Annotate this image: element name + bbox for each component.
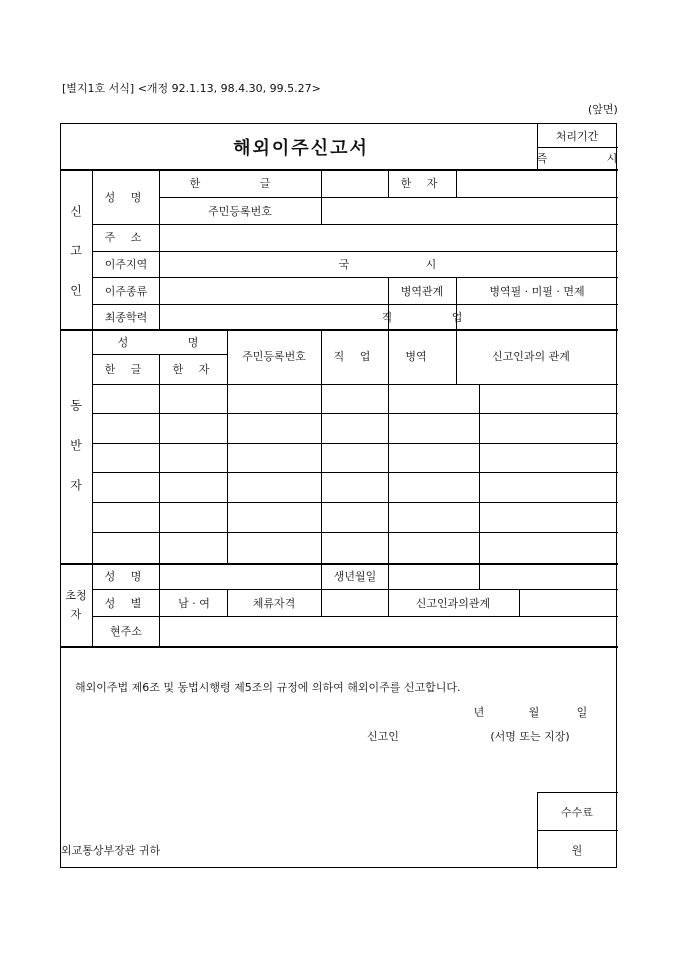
inviter-birth-label: 생년월일: [333, 570, 377, 583]
companion-row[interactable]: [93, 414, 617, 443]
applicant-resident-no-label: 주민등록번호: [208, 205, 272, 218]
applicant-occupation-input[interactable]: [457, 305, 617, 329]
military-service-options[interactable]: 병역필 · 미필 · 면제: [489, 285, 585, 298]
processing-period-value: 즉 시: [536, 152, 646, 165]
emigration-type-input[interactable]: [160, 278, 388, 304]
companion-row[interactable]: [93, 533, 617, 563]
applicant-occupation-label: 직 업: [381, 311, 491, 324]
inviter-section-label-1: 초청: [65, 589, 87, 602]
applicant-name-label: 성 명: [104, 191, 148, 204]
companion-row[interactable]: [93, 385, 617, 413]
addressee: 외교통상부장관 귀하: [61, 844, 161, 857]
applicant-hanja-input[interactable]: [457, 170, 617, 197]
applicant-section-char-1: 신: [70, 204, 82, 219]
companion-relation-label: 신고인과의 관계: [492, 350, 570, 363]
form-title: 해외이주신고서: [233, 138, 369, 159]
page-side-label: (앞면): [588, 103, 618, 116]
destination-input[interactable]: [160, 252, 617, 277]
applicant-hangul-label: 한 글: [189, 177, 299, 190]
applicant-address-label: 주 소: [104, 231, 148, 244]
companion-row[interactable]: [93, 444, 617, 472]
inviter-birth-input[interactable]: [389, 564, 617, 589]
inviter-address-label: 현주소: [110, 625, 142, 638]
inviter-section-label-2: 자: [70, 608, 82, 621]
inviter-relation-input[interactable]: [520, 590, 617, 616]
declarant-label: 신고인: [367, 730, 399, 743]
companion-occupation-label: 직 업: [333, 350, 377, 363]
applicant-section-char-3: 인: [70, 283, 82, 298]
date-year-label: 년: [473, 706, 485, 719]
date-day-label: 일: [576, 706, 588, 719]
fee-unit: 원: [571, 844, 583, 857]
applicant-address-input[interactable]: [160, 225, 617, 251]
fee-label: 수수료: [561, 806, 593, 819]
applicant-hangul-input[interactable]: [322, 170, 388, 197]
companion-hanja-label: 한 자: [172, 363, 216, 376]
inviter-address-input[interactable]: [160, 617, 617, 646]
inviter-sex-label: 성 별: [104, 597, 148, 610]
companion-military-label: 병역: [405, 350, 427, 363]
education-label: 최종학력: [104, 311, 148, 324]
date-month-label: 월: [528, 706, 540, 719]
military-service-label: 병역관계: [400, 285, 444, 298]
processing-period-label: 처리기간: [555, 130, 599, 143]
applicant-section-char-2: 고: [70, 243, 82, 258]
companion-resident-no-label: 주민등록번호: [242, 350, 306, 363]
inviter-name-label: 성 명: [104, 570, 148, 583]
stay-status-label: 체류자격: [252, 597, 296, 610]
inviter-relation-label: 신고인과의관계: [415, 597, 491, 610]
form-reference: [별지1호 서식] <개정 92.1.13, 98.4.30, 99.5.27>: [62, 82, 321, 95]
destination-country-label: 국: [338, 258, 350, 271]
stay-status-input[interactable]: [322, 590, 388, 616]
signature-label[interactable]: (서명 또는 지장): [490, 730, 570, 743]
destination-city-label: 시: [425, 258, 437, 271]
companion-row[interactable]: [93, 503, 617, 532]
applicant-hanja-label: 한 자: [400, 177, 444, 190]
emigration-type-label: 이주종류: [104, 285, 148, 298]
inviter-sex-options[interactable]: 남 · 여: [178, 597, 210, 610]
companion-section-char-3: 자: [70, 478, 82, 493]
companion-hangul-label: 한 글: [104, 363, 148, 376]
declaration-statement: 해외이주법 제6조 및 동법시행령 제5조의 규정에 의하여 해외이주를 신고합니다.: [75, 681, 461, 694]
applicant-resident-no-input[interactable]: [322, 198, 617, 224]
emigration-report-form: [60, 123, 646, 868]
destination-label: 이주지역: [104, 258, 148, 271]
education-input[interactable]: [160, 305, 388, 329]
inviter-name-input[interactable]: [160, 564, 321, 589]
companion-name-label: 성 명: [117, 336, 227, 349]
companion-section-char-2: 반: [70, 438, 82, 453]
companion-row[interactable]: [93, 473, 617, 502]
companion-section-char-1: 동: [70, 398, 82, 413]
